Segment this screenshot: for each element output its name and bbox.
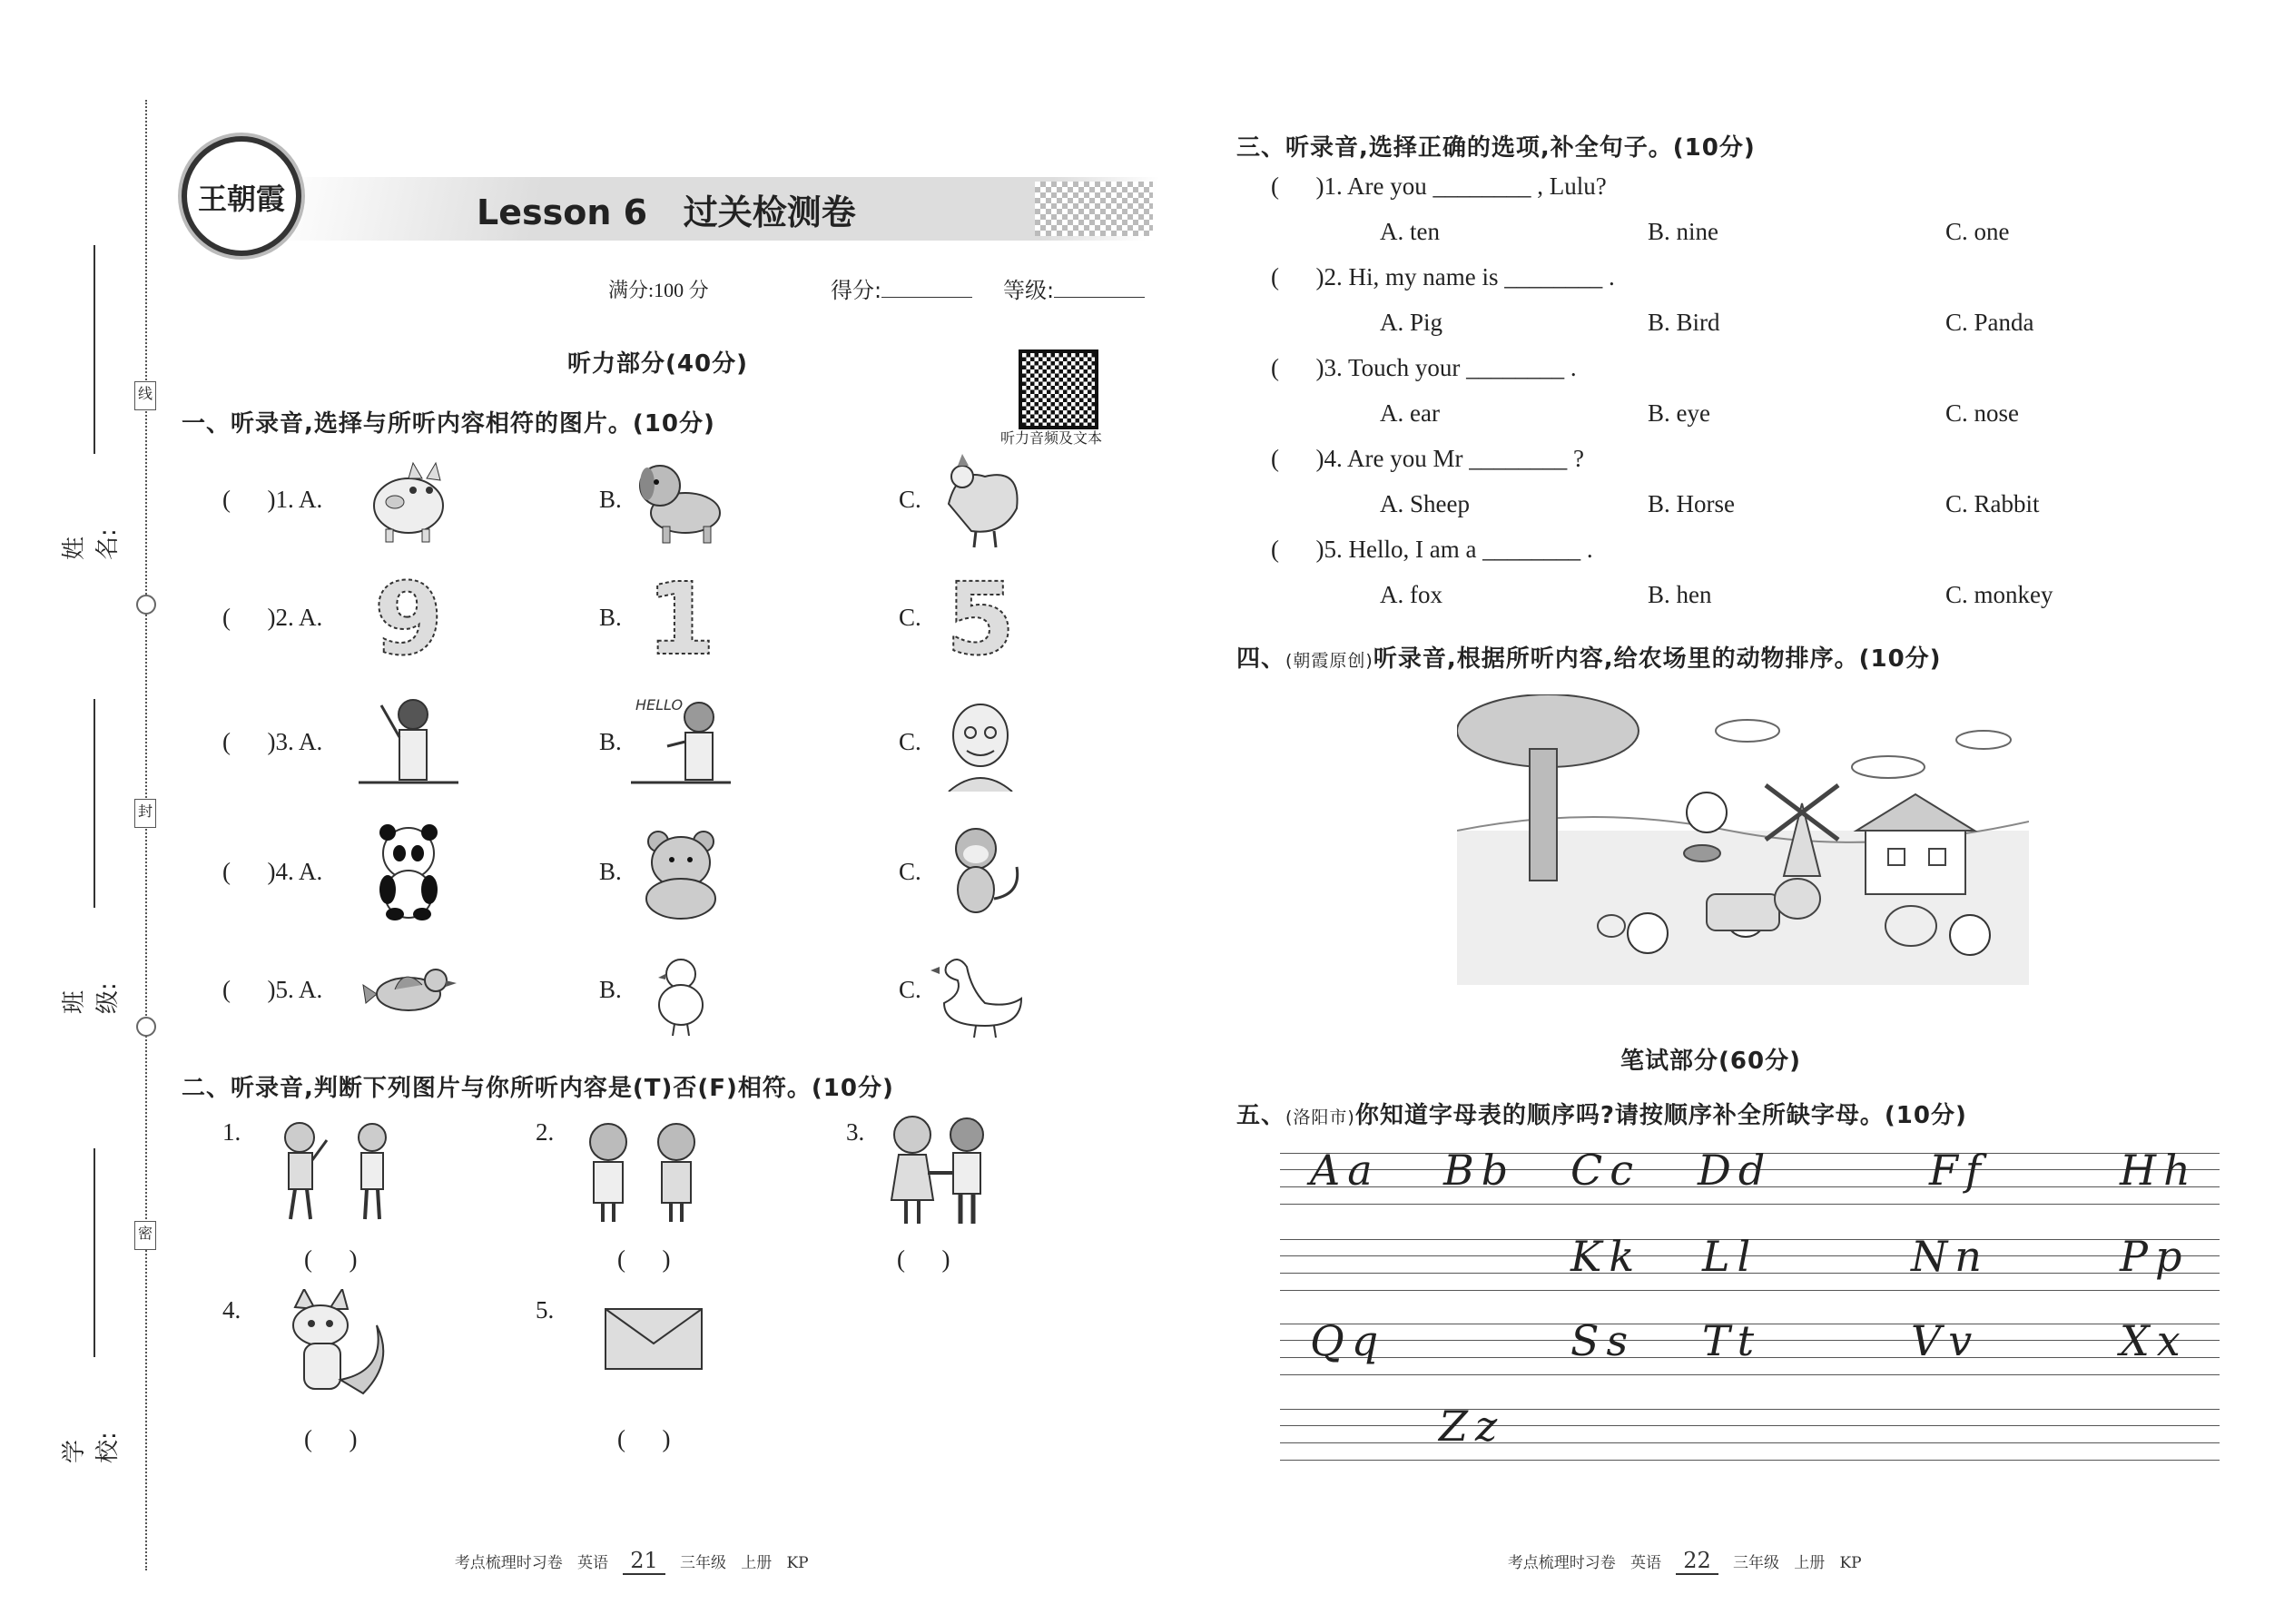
name-label: 姓名: (61, 528, 122, 560)
page-title: Lesson 6 过关检测卷 (477, 192, 856, 232)
p3-option-c-3[interactable]: C. nose (1945, 399, 2019, 427)
letter-ll: Ll (1702, 1232, 1758, 1281)
number-5-icon[interactable] (930, 567, 1030, 667)
dog-icon[interactable] (631, 449, 731, 549)
footer-right-ed: KP (1839, 1554, 1862, 1572)
footer-right-book: 考点梳理时习卷 (1507, 1554, 1616, 1572)
digit-5: 5 (945, 567, 1016, 667)
p2-num-5: 5. (536, 1296, 555, 1324)
monkey-icon[interactable] (930, 822, 1030, 921)
p2-answer-2[interactable]: ( ) (617, 1245, 671, 1273)
letter-bb: Bb (1443, 1146, 1516, 1195)
p3-option-b-2[interactable]: B. Bird (1648, 309, 1720, 336)
p2-answer-4[interactable]: ( ) (304, 1425, 358, 1452)
fox-icon (277, 1289, 395, 1403)
kids-waving-icon (263, 1115, 409, 1224)
part2-title: 二、听录音,判断下列图片与你所听内容是(T)否(F)相符。(10分) (182, 1075, 894, 1102)
logo-text: 王朝霞 (197, 182, 285, 216)
p3-option-c-5[interactable]: C. monkey (1945, 581, 2053, 608)
letter-dd: Dd (1698, 1146, 1773, 1195)
letter-pp: Pp (2120, 1232, 2190, 1281)
p3-option-a-2[interactable]: A. Pig (1380, 309, 1443, 336)
p1-option-b-2: B. (599, 604, 622, 631)
number-9-icon[interactable] (359, 567, 458, 667)
part1-title: 一、听录音,选择与所听内容相符的图片。(10分) (182, 410, 715, 438)
letter-aa: Aa (1310, 1146, 1380, 1195)
footer-right-term: 上册 (1794, 1554, 1826, 1572)
p1-option-b-1: B. (599, 486, 622, 513)
banner-checker (1035, 182, 1153, 236)
letter-hh: Hh (2120, 1146, 2198, 1195)
footer-left (445, 1530, 809, 1573)
letter-tt: Tt (1702, 1316, 1762, 1365)
old-man-icon[interactable] (930, 692, 1030, 792)
letter-zz: Zz (1439, 1402, 1505, 1451)
p1-question-4[interactable]: ( )4. A. (222, 858, 323, 885)
grade-label: 等级: (1003, 278, 1055, 303)
p1-option-b-5: B. (599, 976, 622, 1003)
number-1-icon[interactable] (631, 567, 731, 667)
letter-ss: Ss (1570, 1316, 1636, 1365)
p3-option-a-5[interactable]: A. fox (1380, 581, 1442, 608)
footer-left-page: 21 (623, 1548, 665, 1575)
letter-xx: Xx (2120, 1316, 2188, 1365)
digit-1: 1 (645, 567, 716, 667)
chick-icon[interactable] (631, 940, 731, 1039)
listening-title: 听力部分(40分) (567, 350, 748, 378)
p1-option-c-5: C. (899, 976, 921, 1003)
p1-question-2[interactable]: ( )2. A. (222, 604, 323, 631)
p1-option-b-4: B. (599, 858, 622, 885)
hen-icon[interactable] (930, 449, 1030, 549)
p3-question-3[interactable]: ( )3. Touch your ________ . (1271, 354, 1577, 381)
writing-title: 笔试部分(60分) (1620, 1048, 1801, 1075)
p1-option-c-2: C. (899, 604, 921, 631)
hello-sign: HELLO (635, 696, 684, 714)
p1-option-b-3: B. (599, 728, 622, 755)
footer-left-book: 考点梳理时习卷 (454, 1554, 563, 1572)
binding-mark-bottom: 密 (134, 1221, 156, 1250)
letter-nn: Nn (1911, 1232, 1989, 1281)
grade-field[interactable] (1003, 272, 1145, 304)
p2-num-3: 3. (846, 1118, 865, 1146)
p3-question-5[interactable]: ( )5. Hello, I am a ________ . (1271, 536, 1593, 563)
bird-icon[interactable] (359, 940, 458, 1039)
part4-tag: (朝霞原创) (1285, 651, 1373, 671)
part5-tag: (洛阳市) (1285, 1107, 1355, 1127)
p2-answer-5[interactable]: ( ) (617, 1425, 671, 1452)
p3-question-4[interactable]: ( )4. Are you Mr ________ ? (1271, 445, 1584, 472)
letter-qq: Qq (1310, 1316, 1386, 1365)
footer-left-grade: 三年级 (680, 1554, 727, 1572)
bear-icon[interactable] (631, 822, 731, 921)
full-score: 满分:100 分 (608, 279, 709, 301)
panda-icon[interactable] (359, 822, 458, 921)
p2-answer-1[interactable]: ( ) (304, 1245, 358, 1273)
footer-left-term: 上册 (741, 1554, 773, 1572)
footer-right-page: 22 (1676, 1548, 1718, 1575)
score-field[interactable] (831, 272, 972, 304)
p1-question-3[interactable]: ( )3. A. (222, 728, 323, 755)
writing-lines-row-4[interactable] (1280, 1409, 2220, 1463)
p3-question-1[interactable]: ( )1. Are you ________ , Lulu? (1271, 172, 1607, 200)
p3-option-a-4[interactable]: A. Sheep (1380, 490, 1470, 517)
part4-prefix: 四、 (1236, 645, 1286, 673)
footer-right-subject: 英语 (1630, 1554, 1662, 1572)
p2-answer-3[interactable]: ( ) (897, 1245, 950, 1273)
footer-right-grade: 三年级 (1733, 1554, 1780, 1572)
binding-mark-top: 线 (134, 381, 156, 410)
p3-option-a-1[interactable]: A. ten (1380, 218, 1440, 245)
kids-handshake-icon (881, 1109, 999, 1225)
kids-talking-icon (572, 1115, 717, 1224)
digit-9: 9 (373, 567, 444, 667)
p3-option-c-2[interactable]: C. Panda (1945, 309, 2034, 336)
footer-left-subject: 英语 (577, 1554, 609, 1572)
part4-title (1236, 640, 1942, 674)
p1-option-c-3: C. (899, 728, 921, 755)
name-field[interactable] (61, 245, 122, 560)
p3-option-c-4[interactable]: C. Rabbit (1945, 490, 2040, 517)
p3-option-a-3[interactable]: A. ear (1380, 399, 1440, 427)
teacher-mr-icon[interactable] (631, 692, 731, 792)
logo-badge (182, 136, 301, 256)
binding-ring-1 (136, 595, 156, 615)
qr-code[interactable] (1019, 349, 1098, 429)
letter-cc: Cc (1570, 1146, 1640, 1195)
p1-option-c-1: C. (899, 486, 921, 513)
p3-option-b-3[interactable]: B. eye (1648, 399, 1710, 427)
pig-icon[interactable] (359, 449, 458, 549)
binding-mark-mid: 封 (134, 799, 156, 828)
part3-title: 三、听录音,选择正确的选项,补全句子。(10分) (1236, 134, 1756, 162)
p1-question-1[interactable]: ( )1. A. (222, 486, 323, 513)
teacher-miss-icon[interactable] (359, 692, 458, 792)
qr-caption: 听力音频及文本 (1000, 431, 1103, 447)
p3-option-b-5[interactable]: B. hen (1648, 581, 1712, 608)
school-label: 学校: (61, 1432, 122, 1463)
class-field[interactable] (61, 699, 122, 1014)
footer-right (1498, 1530, 1862, 1573)
binding-dotted-line (145, 100, 147, 1570)
footer-left-ed: KP (786, 1554, 809, 1572)
p3-question-2[interactable]: ( )2. Hi, my name is ________ . (1271, 263, 1615, 290)
p2-num-4: 4. (222, 1296, 241, 1324)
letter-kk: Kk (1570, 1232, 1642, 1281)
score-label: 得分: (831, 278, 882, 303)
part5-prefix: 五、 (1236, 1102, 1286, 1129)
part4-text: 听录音,根据所听内容,给农场里的动物排序。(10分) (1373, 645, 1942, 673)
p3-option-c-1[interactable]: C. one (1945, 218, 2010, 245)
p3-option-b-4[interactable]: B. Horse (1648, 490, 1735, 517)
letter-vv: Vv (1911, 1316, 1980, 1365)
farm-scene (1457, 694, 2029, 985)
part5-title (1236, 1097, 1967, 1130)
p3-option-b-1[interactable]: B. nine (1648, 218, 1718, 245)
p1-question-5[interactable]: ( )5. A. (222, 976, 323, 1003)
school-field[interactable] (61, 1148, 122, 1463)
envelope-icon (604, 1307, 704, 1371)
p2-num-2: 2. (536, 1118, 555, 1146)
letter-ff: Ff (1929, 1146, 1988, 1195)
part5-text: 你知道字母表的顺序吗?请按顺序补全所缺字母。(10分) (1354, 1102, 1967, 1129)
class-label: 班级: (61, 982, 122, 1014)
duck-icon[interactable] (930, 940, 1030, 1039)
p1-option-c-4: C. (899, 858, 921, 885)
binding-ring-2 (136, 1017, 156, 1037)
p2-num-1: 1. (222, 1118, 241, 1146)
